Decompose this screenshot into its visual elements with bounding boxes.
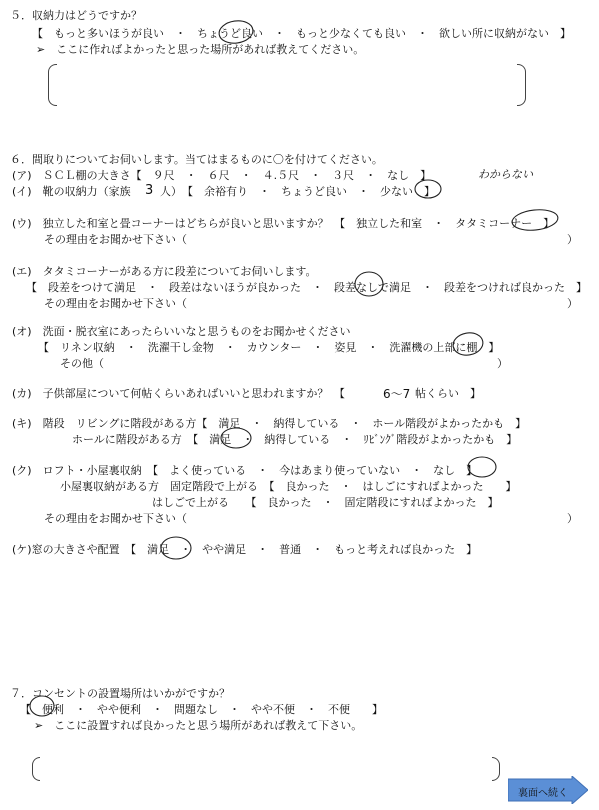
q5-comment-bracket-left (48, 64, 57, 106)
q6-i-line[interactable]: (イ) 靴の収納力（家族 (12, 185, 131, 198)
q6-o-other-label: その他（ (60, 357, 104, 370)
q6-i-options[interactable]: 人） 【 余裕有り ・ ちょうど良い ・ 少ない 】 (160, 185, 435, 198)
q7-comment-bracket-right (492, 757, 500, 781)
q6-ka-answer[interactable]: 6〜7 (383, 387, 411, 401)
q6-u-reason-label: その理由をお聞かせ下さい（ (44, 233, 187, 246)
q6-ki-line2[interactable]: ホールに階段がある方 【 満足 ・ 納得している ・ ﾘﾋﾞﾝｸﾞ階段がよかったかも 】 (72, 433, 518, 446)
q6-u-line1[interactable]: (ウ) 独立した和室と畳コーナーはどちらが良いと思いますか？ 【 独立した和室 ・ タタミコーナー 】 (12, 217, 555, 230)
q6-e-options[interactable]: 【 段差をつけて満足 ・ 段差はないほうが良かった ・ 段差なしで満足 ・ 段差をつければ良かった 】 (26, 281, 587, 294)
q7-title: ７．コンセントの設置場所はいかがですか？ (10, 687, 230, 700)
q6-e-reason-close: ） (567, 297, 578, 310)
q6-ku-line3[interactable]: はしごで上がる 【 良かった ・ 固定階段にすればよかった 】 (152, 496, 499, 509)
q6-ku-line2[interactable]: 小屋裏収納がある方 固定階段で上がる 【 良かった ・ はしごにすればよかった 】 (60, 480, 517, 493)
q6-ka-unit: 帖くらい 】 (415, 387, 481, 400)
q6-title: ６．間取りについてお伺いします。当てはまるものに〇を付けてください。 (10, 153, 383, 166)
next-page-button[interactable] (508, 776, 588, 804)
q7-comment-prompt: ➢ ここに設置すれば良かったと思う場所があれば教えて下さい。 (34, 719, 363, 732)
q6-ku-line1[interactable]: (ク) ロフト・小屋裏収納 【 よく使っている ・ 今はあまり使っていない ・ なし 】 (12, 464, 478, 477)
q6-o-other-close: ） (497, 357, 508, 370)
q6-a-line[interactable]: (ア) ＳＣＬ棚の大きさ【 ９尺 ・ ６尺 ・ ４.５尺 ・ ３尺 ・ なし 】 (12, 169, 432, 182)
q5-options[interactable]: 【 もっと多いほうが良い ・ ちょうど良い ・ もっと少なくても良い ・ 欲しい所に収納がない 】 (32, 27, 571, 40)
next-page-label: 裏面へ続く (518, 788, 568, 799)
q6-ku-reason-label: その理由をお聞かせ下さい（ (44, 512, 187, 525)
q5-comment-area[interactable] (60, 64, 515, 104)
q5-title: ５．収納力はどうですか？ (10, 9, 142, 22)
q6-ka-line: (カ) 子供部屋について何帖くらいあればいいと思われますか？ 【 (12, 387, 345, 400)
q6-ku-reason-close: ） (567, 512, 578, 525)
q5-comment-prompt: ➢ ここに作ればよかったと思った場所があれば教えてください。 (36, 43, 365, 56)
q7-comment-bracket-left (32, 757, 40, 781)
q6-i-family-count: 3 (145, 183, 154, 198)
q7-options[interactable]: 【 便利 ・ やや便利 ・ 問題なし ・ やや不便 ・ 不便 】 (20, 703, 383, 716)
q6-ke-line[interactable]: (ケ)窓の大きさや配置 【 満足 ・ やや満足 ・ 普通 ・ もっと考えれば良かった 】 (12, 543, 478, 556)
q6-a-handwritten-note: わからない (478, 168, 533, 181)
q6-e-line1: (エ) タタミコーナーがある方に段差についてお伺いします。 (12, 265, 317, 278)
q5-comment-bracket-right (517, 64, 526, 106)
q7-comment-area[interactable] (42, 757, 490, 779)
q6-o-options[interactable]: 【 リネン収納 ・ 洗濯干し金物 ・ カウンター ・ 姿見 ・ 洗濯機の上部に棚 】 (38, 341, 500, 354)
q6-ki-line1[interactable]: (キ) 階段 リビングに階段がある方【 満足 ・ 納得している ・ ホール階段がよかったかも 】 (12, 417, 527, 430)
q6-u-reason-close: ） (567, 233, 578, 246)
q6-e-reason-label: その理由をお聞かせ下さい（ (44, 297, 187, 310)
q6-o-line1: (オ) 洗面・脱衣室にあったらいいなと思うものをお聞かせください (12, 325, 351, 338)
